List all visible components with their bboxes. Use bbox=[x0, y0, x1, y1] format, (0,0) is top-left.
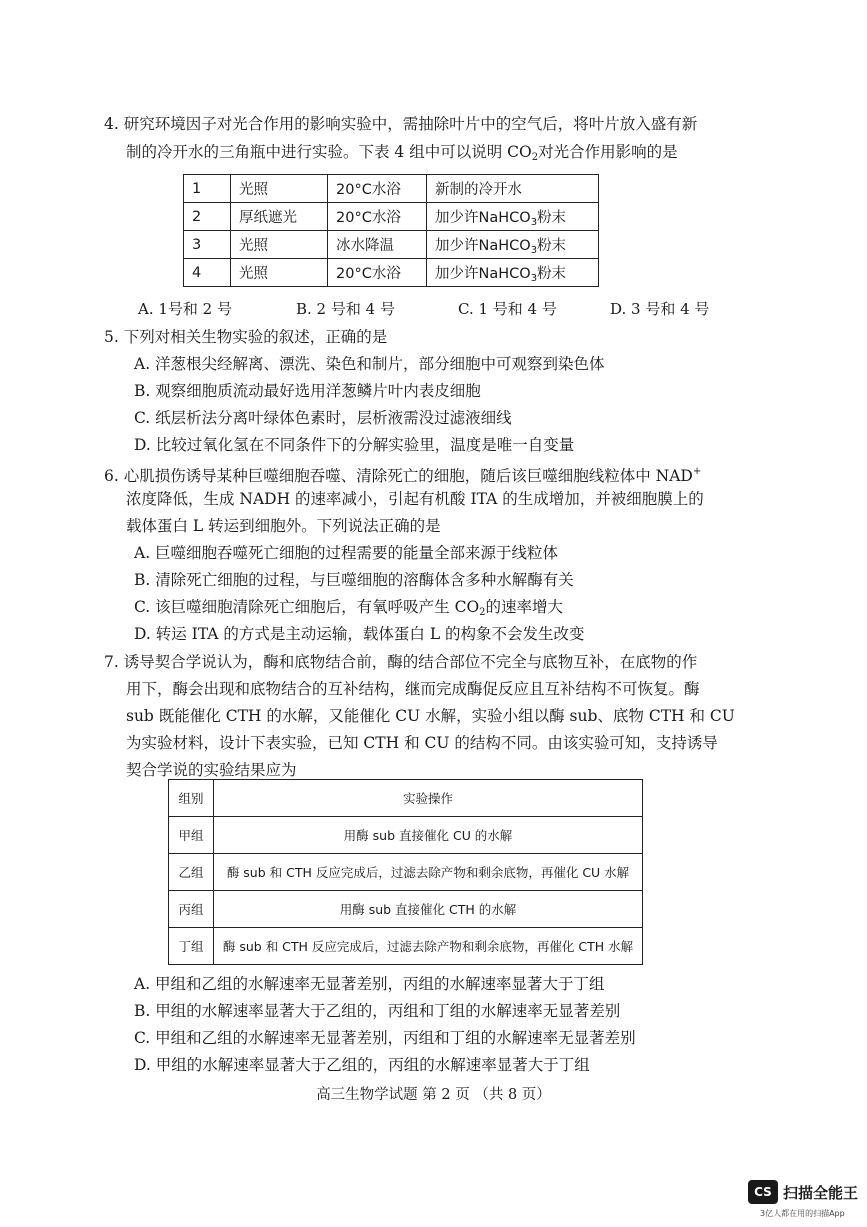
add-text: 新制的冷开水 bbox=[435, 182, 522, 198]
table-cell-operation: 酶 sub 和 CTH 反应完成后，过滤去除产物和剩余底物，再催化 CTH 水解 bbox=[214, 928, 643, 965]
q6-option-d[interactable]: D. 转运 ITA 的方式是主动运输，载体蛋白 L 的构象不会发生改变 bbox=[134, 625, 585, 643]
q5-option-d[interactable]: D. 比较过氧化氢在不同条件下的分解实验里，温度是唯一自变量 bbox=[134, 436, 575, 454]
header-operation: 实验操作 bbox=[214, 780, 643, 817]
q6-co2-subscript: 2 bbox=[479, 607, 486, 618]
q4-stem-text-end: 对光合作用影响的是 bbox=[538, 143, 678, 161]
q7-stem-line5: 契合学说的实验结果应为 bbox=[126, 761, 297, 779]
table-cell-operation: 用酶 sub 直接催化 CTH 的水解 bbox=[214, 891, 643, 928]
table-cell-no: 1 bbox=[184, 175, 231, 203]
watermark-slogan: 3亿人都在用的扫描App bbox=[760, 1209, 845, 1218]
cs-logo-icon: CS bbox=[748, 1180, 778, 1204]
table-cell-group: 甲组 bbox=[169, 817, 214, 854]
table-cell-light: 厚纸遮光 bbox=[231, 203, 328, 231]
q7-stem-line3: sub 既能催化 CTH 的水解，又能催化 CU 水解，实验小组以酶 sub、底物 CTH 和 CU bbox=[126, 707, 735, 725]
add-text: 加少许NaHCO bbox=[435, 237, 531, 254]
q7-stem-line4: 为实验材料，设计下表实验，已知 CTH 和 CU 的结构不同。由该实验可知，支持诱导 bbox=[126, 734, 718, 752]
table-cell-temp: 20°C水浴 bbox=[328, 259, 427, 287]
table-cell-group: 丁组 bbox=[169, 928, 214, 965]
q4-stem-line1: 4. 研究环境因子对光合作用的影响实验中，需抽除叶片中的空气后，将叶片放入盛有新 bbox=[104, 115, 698, 133]
q7-option-b[interactable]: B. 甲组的水解速率显著大于乙组的，丙组和丁组的水解速率无显著差别 bbox=[134, 1002, 621, 1020]
table-row bbox=[184, 231, 599, 259]
table-cell-add bbox=[427, 203, 599, 231]
scanner-watermark bbox=[748, 1180, 858, 1220]
table-cell-temp: 20°C水浴 bbox=[328, 175, 427, 203]
q7-option-c[interactable]: C. 甲组和乙组的水解速率无显著差别，丙组和丁组的水解速率无显著差别 bbox=[134, 1029, 636, 1047]
table-cell-no: 2 bbox=[184, 203, 231, 231]
q6-option-c-text-end: 的速率增大 bbox=[485, 598, 564, 616]
page-footer: 高三生物学试题 第 2 页 （共 8 页） bbox=[316, 1087, 551, 1103]
table-cell-add bbox=[427, 175, 599, 203]
q6-stem-line3: 载体蛋白 L 转运到细胞外。下列说法正确的是 bbox=[126, 517, 441, 535]
q7-stem-line2: 用下，酶会出现和底物结合的互补结构，继而完成酶促反应且互补结构不可恢复。酶 bbox=[126, 680, 700, 698]
q7-option-d[interactable]: D. 甲组的水解速率显著大于乙组的，丙组的水解速率显著大于丁组 bbox=[134, 1056, 590, 1074]
q6-option-a[interactable]: A. 巨噬细胞吞噬死亡细胞的过程需要的能量全部来源于线粒体 bbox=[134, 544, 559, 562]
table-header-row bbox=[169, 780, 643, 817]
table-row bbox=[169, 817, 643, 854]
table-cell-group: 乙组 bbox=[169, 854, 214, 891]
q7-stem-line1: 7. 诱导契合学说认为，酶和底物结合前，酶的结合部位不完全与底物互补，在底物的作 bbox=[104, 653, 698, 671]
table-cell-light: 光照 bbox=[231, 259, 328, 287]
q4-stem-text: 制的冷开水的三角瓶中进行实验。下表 4 组中可以说明 CO bbox=[126, 143, 532, 161]
table-cell-light: 光照 bbox=[231, 175, 328, 203]
q4-option-b[interactable]: B. 2 号和 4 号 bbox=[296, 300, 395, 318]
q6-option-c-text: C. 该巨噬细胞清除死亡细胞后，有氧呼吸产生 CO bbox=[134, 598, 480, 616]
add-subscript: 3 bbox=[530, 272, 538, 284]
q6-stem-line1 bbox=[104, 461, 701, 487]
table-cell-operation: 用酶 sub 直接催化 CU 的水解 bbox=[214, 817, 643, 854]
q4-co2-subscript: 2 bbox=[531, 152, 539, 163]
table-row bbox=[169, 891, 643, 928]
table-row bbox=[184, 175, 599, 203]
q5-option-c[interactable]: C. 纸层析法分离叶绿体色素时，层析液需没过滤液细线 bbox=[134, 409, 512, 427]
watermark-app-name: 扫描全能王 bbox=[783, 1184, 859, 1202]
q4-option-a[interactable]: A. 1号和 2 号 bbox=[138, 300, 232, 318]
q4-option-c[interactable]: C. 1 号和 4 号 bbox=[458, 300, 557, 318]
table-cell-temp: 20°C水浴 bbox=[328, 203, 427, 231]
header-group: 组别 bbox=[169, 780, 214, 817]
q5-option-a[interactable]: A. 洋葱根尖经解离、漂洗、染色和制片，部分细胞中可观察到染色体 bbox=[134, 355, 605, 373]
q6-option-b[interactable]: B. 清除死亡细胞的过程，与巨噬细胞的溶酶体含多种水解酶有关 bbox=[134, 571, 574, 589]
q4-table bbox=[183, 174, 599, 287]
q5-stem: 5. 下列对相关生物实验的叙述，正确的是 bbox=[104, 328, 388, 346]
table-cell-add bbox=[427, 259, 599, 287]
table-row bbox=[184, 259, 599, 287]
add-text-end: 粉末 bbox=[537, 209, 567, 226]
table-cell-no: 3 bbox=[184, 231, 231, 259]
q6-stem-line2: 浓度降低，生成 NADH 的速率减小，引起有机酸 ITA 的生成增加，并被细胞膜上的 bbox=[126, 490, 704, 508]
add-text: 加少许NaHCO bbox=[435, 265, 531, 282]
add-text-end: 粉末 bbox=[537, 237, 567, 254]
add-subscript: 3 bbox=[530, 216, 538, 228]
q6-nad-superscript: + bbox=[692, 466, 702, 477]
add-text: 加少许NaHCO bbox=[435, 209, 531, 226]
q5-option-b[interactable]: B. 观察细胞质流动最好选用洋葱鳞片叶内表皮细胞 bbox=[134, 382, 481, 400]
table-row bbox=[169, 854, 643, 891]
table-row bbox=[169, 928, 643, 965]
add-text-end: 粉末 bbox=[537, 265, 567, 282]
table-cell-no: 4 bbox=[184, 259, 231, 287]
table-cell-add bbox=[427, 231, 599, 259]
add-subscript: 3 bbox=[530, 244, 538, 256]
table-cell-light: 光照 bbox=[231, 231, 328, 259]
q4-stem-line2 bbox=[126, 141, 678, 169]
q7-option-a[interactable]: A. 甲组和乙组的水解速率无显著差别，丙组的水解速率显著大于丁组 bbox=[134, 975, 605, 993]
table-row bbox=[184, 203, 599, 231]
q7-table bbox=[168, 779, 643, 965]
q6-stem-text: 6. 心肌损伤诱导某种巨噬细胞吞噬、清除死亡的细胞，随后该巨噬细胞线粒体中 NAD bbox=[104, 467, 693, 485]
q6-option-c[interactable] bbox=[134, 596, 563, 624]
q4-option-d[interactable]: D. 3 号和 4 号 bbox=[610, 300, 710, 318]
table-cell-operation: 酶 sub 和 CTH 反应完成后，过滤去除产物和剩余底物，再催化 CU 水解 bbox=[214, 854, 643, 891]
table-cell-group: 丙组 bbox=[169, 891, 214, 928]
table-cell-temp: 冰水降温 bbox=[328, 231, 427, 259]
